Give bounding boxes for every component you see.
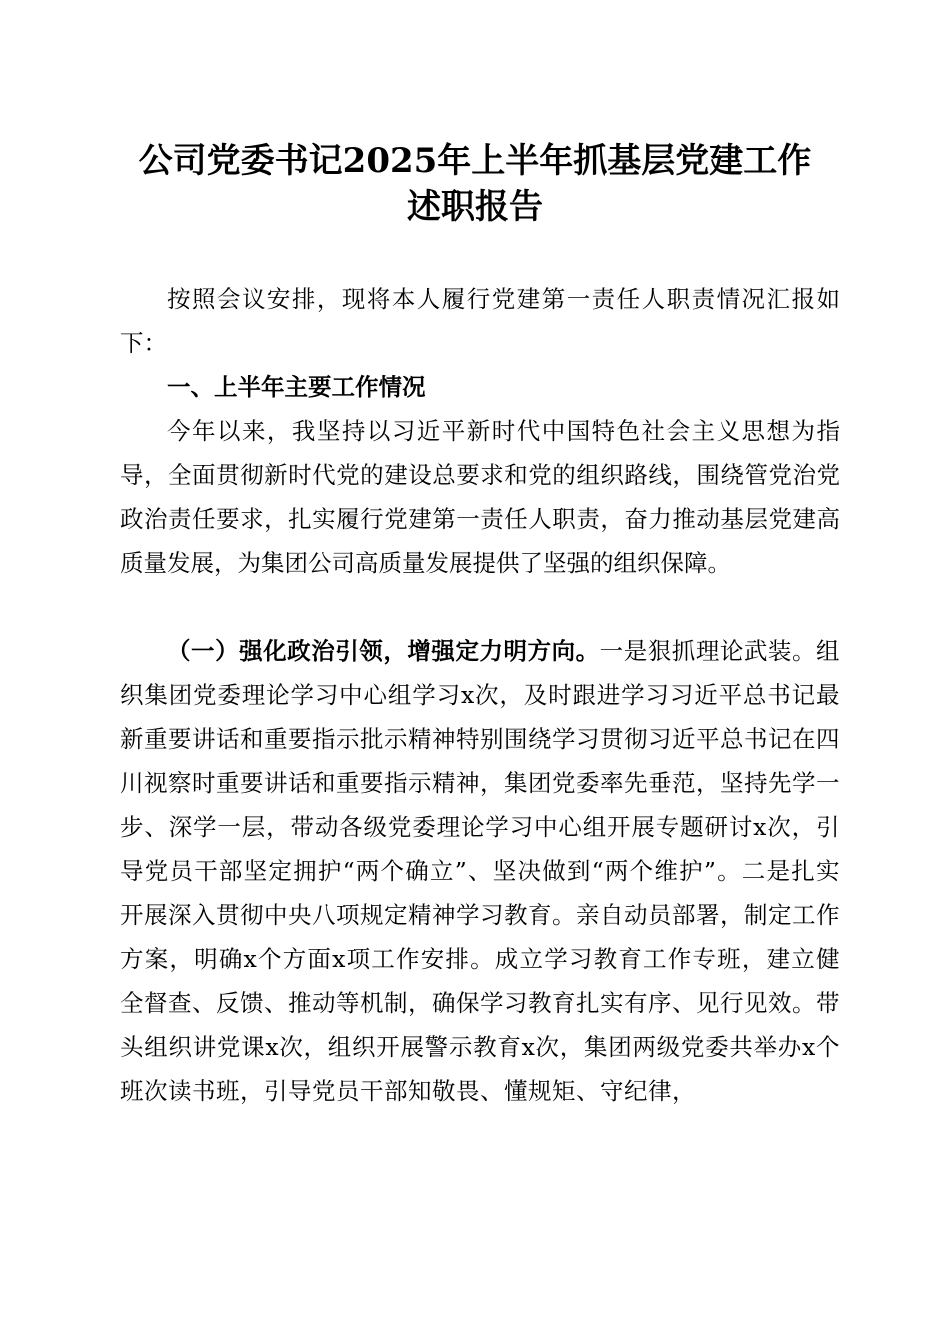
section-heading: 一、上半年主要工作情况 (167, 373, 426, 401)
subsection-title: （一）强化政治引领，增强定力明方向。 (167, 637, 600, 665)
section-paragraph: 今年以来，我坚持以习近平新时代中国特色社会主义思想为指导，全面贯彻新时代党的建设总要求和党的组织路线，围绕管党治党政治责任要求，扎实履行党建第一责任人职责，奋力推动基层党建高质量发展，为集团公司高质量发展提供了坚强的组织保障。 (120, 417, 840, 577)
intro-paragraph: 按照会议安排，现将本人履行党建第一责任人职责情况汇报如下： (120, 285, 840, 357)
document-title-line-2: 述职报告 (407, 187, 543, 227)
subsection-paragraph (120, 629, 840, 1113)
document-title-line-1: 公司党委书记2025年上半年抓基层党建工作 (138, 141, 812, 181)
subsection-body: 一是狠抓理论武装。组织集团党委理论学习中心组学习x次，及时跟进学习习近平总书记最新重要讲话和重要指示批示精神特别围绕学习贯彻习近平总书记在四川视察时重要讲话和重要指示精神，集团党委率先垂范，坚持先学一步、深学一层，带动各级党委理论学习中心组开展专题研讨x次，引导党员干部坚定拥护“两个确立”、坚决做到“两个维护”。二是扎实开展深入贯彻中央八项规定精神学习教育。亲自动员部署，制定工作方案，明确x个方面x项工作安排。成立学习教育工作专班，建立健全督查、反馈、推动等机制，确保学习教育扎实有序、见行见效。带头组织讲党课x次，组织开展警示教育x次，集团两级党委共举办x个班次读书班，引导党员干部知敬畏、懂规矩、守纪律， (120, 637, 841, 1105)
